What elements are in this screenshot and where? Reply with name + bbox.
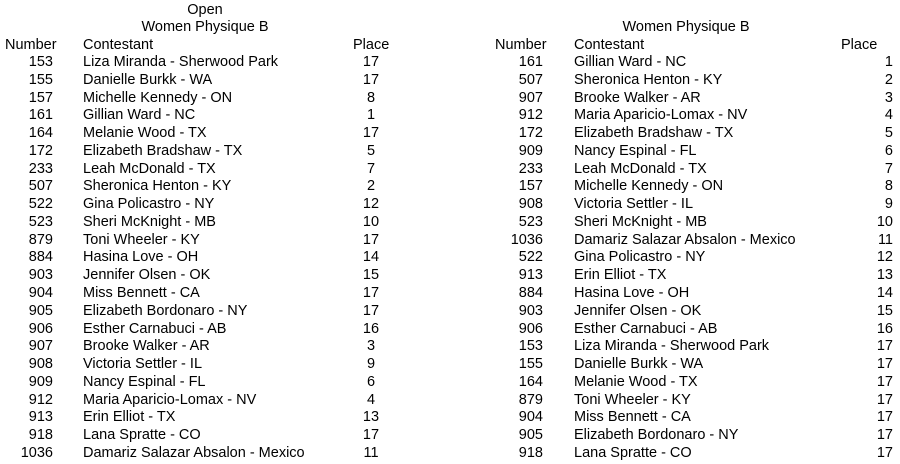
row-contestant: Elizabeth Bordonaro - NY [83, 302, 248, 319]
row-contestant: Danielle Burkk - WA [574, 356, 704, 373]
row-place: 5 [366, 142, 376, 159]
row-number: 905 [28, 302, 53, 319]
row-number: 507 [518, 71, 543, 88]
row-place: 10 [876, 213, 893, 230]
row-place: 11 [877, 231, 893, 248]
row-contestant: Sheri McKnight - MB [83, 213, 216, 230]
row-number: 1036 [510, 231, 543, 248]
header-place: Place [841, 37, 878, 53]
row-number: 904 [28, 285, 53, 301]
row-number: 909 [28, 373, 53, 390]
row-number: 164 [518, 373, 543, 390]
row-number: 153 [28, 54, 53, 70]
row-number: 913 [28, 409, 53, 426]
row-place: 14 [876, 285, 893, 301]
header-place: Place [353, 37, 390, 53]
row-number: 155 [518, 356, 543, 373]
row-place: 17 [362, 125, 380, 142]
row-number: 164 [28, 125, 53, 142]
row-contestant: Jennifer Olsen - OK [83, 267, 211, 284]
row-number: 172 [28, 142, 53, 159]
row-place: 15 [876, 302, 893, 319]
row-place: 17 [362, 285, 380, 301]
row-number: 523 [28, 213, 53, 230]
row-contestant: Gina Policastro - NY [574, 249, 706, 266]
row-contestant: Liza Miranda - Sherwood Park [574, 338, 770, 355]
row-number: 908 [518, 196, 543, 213]
row-number: 913 [518, 267, 543, 284]
row-place: 15 [362, 267, 380, 284]
row-number: 155 [28, 71, 53, 88]
row-place: 9 [366, 356, 376, 373]
row-contestant: Melanie Wood - TX [574, 373, 698, 390]
row-place: 9 [884, 196, 893, 213]
row-number: 904 [518, 409, 543, 426]
table-title-open: Open [187, 2, 223, 18]
row-number: 907 [28, 338, 53, 355]
row-contestant: Miss Bennett - CA [574, 409, 691, 426]
row-number: 884 [518, 285, 543, 301]
header-contestant: Contestant [574, 37, 645, 53]
row-number: 507 [28, 178, 53, 195]
row-place: 3 [884, 89, 893, 106]
row-place: 17 [876, 338, 893, 355]
row-contestant: Hasina Love - OH [574, 285, 690, 301]
row-number: 157 [28, 89, 53, 106]
row-place: 17 [362, 427, 380, 444]
row-contestant: Liza Miranda - Sherwood Park [83, 54, 279, 70]
row-place: 17 [876, 356, 893, 373]
row-contestant: Toni Wheeler - KY [83, 231, 200, 248]
row-contestant: Erin Elliot - TX [83, 409, 176, 426]
row-contestant: Hasina Love - OH [83, 249, 199, 266]
row-place: 3 [366, 338, 376, 355]
row-contestant: Melanie Wood - TX [83, 125, 207, 142]
row-number: 153 [518, 338, 543, 355]
row-number: 879 [518, 391, 543, 408]
row-place: 17 [362, 231, 380, 248]
row-place: 17 [876, 409, 893, 426]
row-place: 4 [366, 391, 376, 408]
row-number: 161 [518, 54, 543, 70]
row-number: 903 [28, 267, 53, 284]
row-contestant: Nancy Espinal - FL [574, 142, 697, 159]
row-number: 522 [518, 249, 543, 266]
row-place: 10 [362, 213, 380, 230]
row-number: 522 [28, 196, 53, 213]
row-contestant: Victoria Settler - IL [83, 356, 203, 373]
row-number: 903 [518, 302, 543, 319]
row-contestant: Brooke Walker - AR [574, 89, 701, 106]
header-number: Number [495, 37, 547, 53]
row-number: 161 [28, 107, 53, 124]
row-number: 523 [518, 213, 543, 230]
row-contestant: Maria Aparicio-Lomax - NV [83, 391, 257, 408]
row-contestant: Gillian Ward - NC [83, 107, 196, 124]
row-number: 909 [518, 142, 543, 159]
row-contestant: Victoria Settler - IL [574, 196, 694, 213]
row-place: 12 [362, 196, 380, 213]
row-number: 906 [518, 320, 543, 337]
row-contestant: Maria Aparicio-Lomax - NV [574, 107, 748, 124]
row-place: 1 [366, 107, 376, 124]
row-contestant: Gina Policastro - NY [83, 196, 215, 213]
row-place: 11 [363, 444, 379, 461]
row-place: 4 [884, 107, 893, 124]
row-number: 157 [518, 178, 543, 195]
row-place: 17 [876, 444, 893, 461]
row-contestant: Elizabeth Bradshaw - TX [574, 125, 734, 142]
row-contestant: Jennifer Olsen - OK [574, 302, 702, 319]
row-place: 7 [884, 160, 893, 177]
row-contestant: Brooke Walker - AR [83, 338, 210, 355]
row-contestant: Damariz Salazar Absalon - Mexico [83, 444, 305, 461]
row-number: 912 [518, 107, 543, 124]
row-number: 233 [518, 160, 543, 177]
table-title-division: Women Physique B [622, 19, 750, 35]
row-contestant: Leah McDonald - TX [83, 160, 216, 177]
row-number: 918 [28, 427, 53, 444]
row-contestant: Michelle Kennedy - ON [83, 89, 233, 106]
row-place: 13 [876, 267, 893, 284]
row-place: 13 [362, 409, 380, 426]
row-contestant: Esther Carnabuci - AB [83, 320, 227, 337]
row-contestant: Lana Spratte - CO [574, 444, 692, 461]
row-number: 906 [28, 320, 53, 337]
row-contestant: Miss Bennett - CA [83, 285, 200, 301]
row-contestant: Sheronica Henton - KY [574, 71, 723, 88]
row-place: 17 [876, 373, 893, 390]
row-contestant: Michelle Kennedy - ON [574, 178, 724, 195]
table-title-division: Women Physique B [141, 19, 269, 35]
row-place: 8 [884, 178, 893, 195]
row-place: 2 [884, 71, 893, 88]
header-contestant: Contestant [83, 37, 154, 53]
row-contestant: Sheronica Henton - KY [83, 178, 232, 195]
row-place: 8 [366, 89, 376, 106]
row-contestant: Leah McDonald - TX [574, 160, 707, 177]
row-contestant: Toni Wheeler - KY [574, 391, 691, 408]
row-contestant: Gillian Ward - NC [574, 54, 687, 70]
row-number: 233 [28, 160, 53, 177]
row-contestant: Sheri McKnight - MB [574, 213, 707, 230]
row-place: 16 [362, 320, 380, 337]
row-number: 884 [28, 249, 53, 266]
row-place: 5 [884, 125, 893, 142]
row-place: 16 [876, 320, 893, 337]
row-contestant: Lana Spratte - CO [83, 427, 201, 444]
row-contestant: Danielle Burkk - WA [83, 71, 213, 88]
row-contestant: Esther Carnabuci - AB [574, 320, 718, 337]
row-number: 918 [518, 444, 543, 461]
row-number: 1036 [20, 444, 53, 461]
row-number: 908 [28, 356, 53, 373]
header-number: Number [5, 37, 57, 53]
row-place: 6 [884, 142, 893, 159]
row-number: 912 [28, 391, 53, 408]
row-place: 17 [876, 391, 893, 408]
row-place: 14 [362, 249, 380, 266]
row-contestant: Nancy Espinal - FL [83, 373, 206, 390]
row-contestant: Elizabeth Bordonaro - NY [574, 427, 739, 444]
row-number: 879 [28, 231, 53, 248]
row-place: 2 [366, 178, 376, 195]
row-number: 172 [518, 125, 543, 142]
row-place: 12 [876, 249, 893, 266]
row-place: 17 [362, 54, 380, 70]
row-contestant: Elizabeth Bradshaw - TX [83, 142, 243, 159]
row-number: 907 [518, 89, 543, 106]
row-place: 17 [362, 302, 380, 319]
row-place: 17 [362, 71, 380, 88]
row-place: 6 [366, 373, 376, 390]
row-place: 7 [366, 160, 376, 177]
row-contestant: Damariz Salazar Absalon - Mexico [574, 231, 796, 248]
row-place: 1 [884, 54, 893, 70]
row-number: 905 [518, 427, 543, 444]
row-place: 17 [876, 427, 893, 444]
row-contestant: Erin Elliot - TX [574, 267, 667, 284]
